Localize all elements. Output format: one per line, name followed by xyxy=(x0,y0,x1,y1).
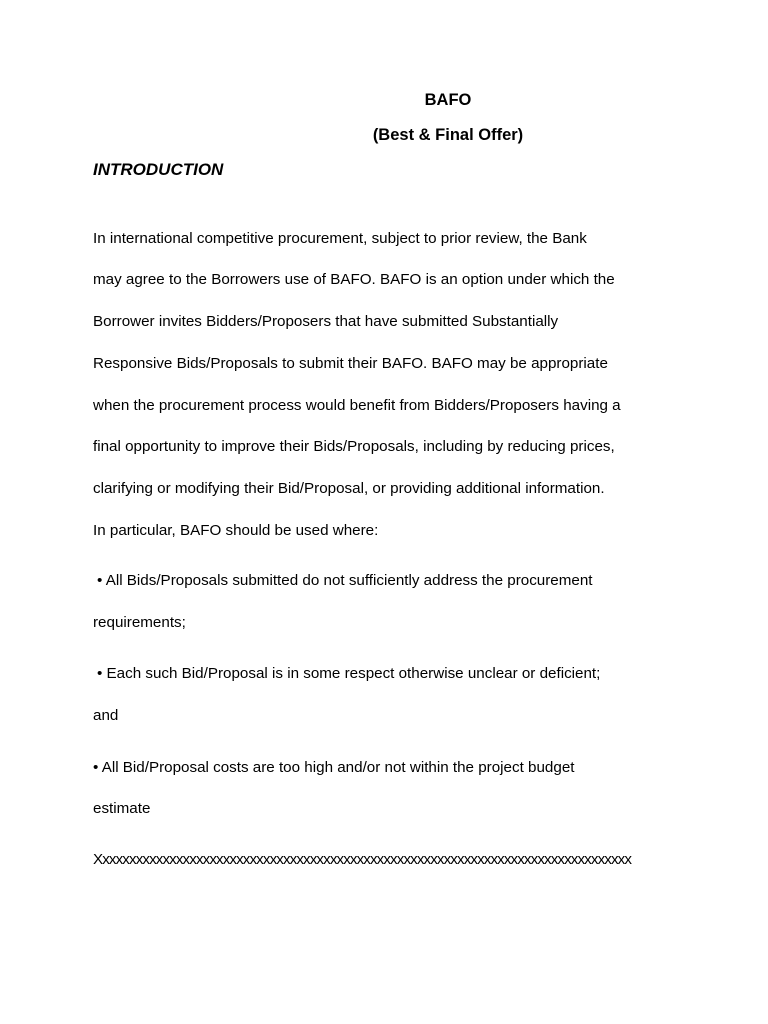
document-title: BAFO xyxy=(424,91,472,109)
bullet-item-continuation: requirements; xyxy=(93,614,186,631)
paragraph-line: Responsive Bids/Proposals to submit their BAFO. BAFO may be appropriate xyxy=(93,355,608,372)
bullet-item: • Each such Bid/Proposal is in some respect otherwise unclear or deficient; xyxy=(97,665,601,682)
paragraph-line: Borrower invites Bidders/Proposers that have submitted Substantially xyxy=(93,313,559,330)
paragraph-line: may agree to the Borrowers use of BAFO. BAFO is an option under which the xyxy=(93,271,615,288)
separator-line: Xxxxxxxxxxxxxxxxxxxxxxxxxxxxxxxxxxxxxxxxxxxxxxxxxxxxxxxxxxxxxxxxxxxxxxxxxxxxxxxx xyxy=(93,851,632,868)
paragraph-line: In particular, BAFO should be used where: xyxy=(93,522,379,539)
bullet-item-continuation: and xyxy=(93,707,119,724)
section-heading: INTRODUCTION xyxy=(93,160,224,179)
paragraph-line: In international competitive procurement, subject to prior review, the Bank xyxy=(93,230,587,247)
bullet-item: • All Bids/Proposals submitted do not sufficiently address the procurement xyxy=(97,572,593,589)
document-subtitle: (Best & Final Offer) xyxy=(372,126,524,144)
paragraph-line: when the procurement process would benefit from Bidders/Proposers having a xyxy=(93,397,621,414)
bullet-item-continuation: estimate xyxy=(93,800,151,817)
bullet-item: • All Bid/Proposal costs are too high and/or not within the project budget xyxy=(93,759,575,776)
paragraph-line: clarifying or modifying their Bid/Proposal, or providing additional information. xyxy=(93,480,605,497)
paragraph-line: final opportunity to improve their Bids/Proposals, including by reducing prices, xyxy=(93,438,615,455)
